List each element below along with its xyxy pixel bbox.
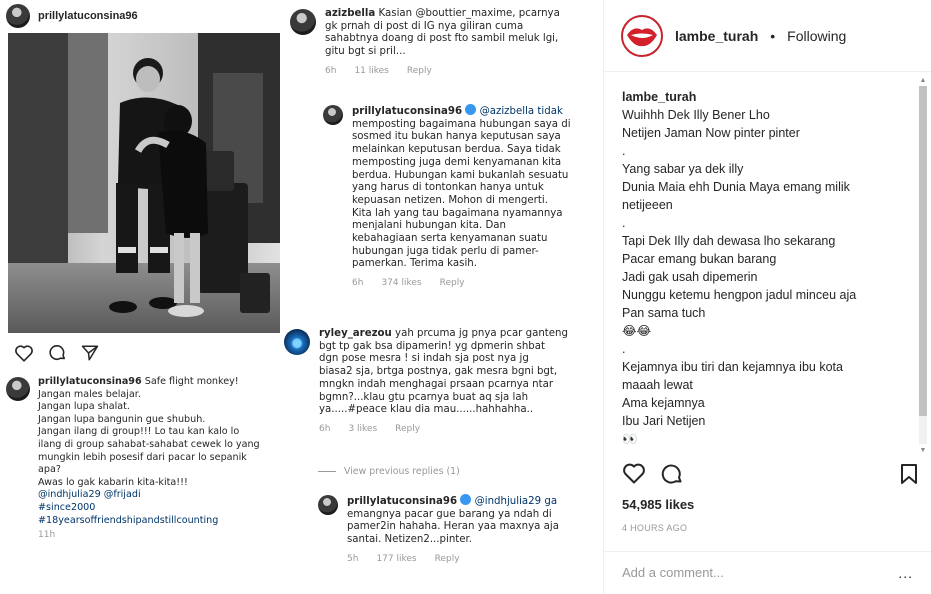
caption-text bbox=[38, 376, 260, 542]
comment-reply bbox=[323, 104, 571, 290]
photo-illustration bbox=[8, 33, 280, 333]
avatar bbox=[6, 377, 30, 401]
comment-likes[interactable]: 374 likes bbox=[381, 278, 422, 289]
comment-username[interactable]: prillylatuconsina96 bbox=[347, 496, 458, 507]
caption-line: Jadi gak usah dipemerin bbox=[622, 270, 758, 284]
comment-line: gk prnah di post di IG nya giliran cuma bbox=[325, 20, 524, 32]
caption-scroll-area[interactable] bbox=[604, 88, 914, 448]
comment-username[interactable]: azizbella bbox=[325, 8, 376, 19]
more-options-icon[interactable]: ... bbox=[898, 564, 913, 581]
avatar bbox=[318, 495, 338, 515]
post-panel bbox=[603, 0, 931, 594]
comment-line: yang harus di tontonkan hanya untuk bbox=[352, 182, 544, 194]
comment-line: melainkan keputusan berdua. Saya tidak bbox=[352, 144, 561, 156]
comment-time: 5h bbox=[347, 553, 359, 564]
avatar bbox=[6, 4, 30, 28]
verified-badge-icon bbox=[460, 494, 471, 505]
comment-line: dgn pose mesra ! si indah sja post nya jg bbox=[319, 353, 529, 365]
caption-line: . bbox=[622, 342, 626, 356]
comment-line: pamerkan. Terima kasih. bbox=[352, 258, 477, 270]
comment-line: kebahagiaan serta kenyamanan suatu bbox=[352, 233, 548, 245]
post-photo bbox=[8, 33, 280, 333]
caption-line: Ama kejamnya bbox=[622, 396, 705, 410]
comment-line: pamer2in hahaha. Heran yaa maxnya aja bbox=[347, 521, 559, 533]
caption-line: apa? bbox=[38, 464, 61, 476]
caption-line: Awas lo gak kabarin kita-kita!!! bbox=[38, 476, 188, 488]
comment-bubble-icon[interactable] bbox=[660, 462, 684, 491]
add-comment-input[interactable] bbox=[622, 565, 882, 580]
caption-line: Netijen Jaman Now pinter pinter bbox=[622, 126, 800, 140]
divider bbox=[318, 471, 336, 472]
comment-likes[interactable]: 177 likes bbox=[376, 553, 417, 564]
reply-button[interactable]: Reply bbox=[395, 423, 421, 434]
comment-line: Kita lah yang tau bagaimana nyamannya bbox=[352, 207, 563, 219]
view-previous-replies[interactable] bbox=[318, 466, 460, 477]
caption-line: Nunggu ketemu hengpon jadul minceu aja bbox=[622, 288, 857, 302]
caption-line: mungkin lebih posesif dari pacar lo sepanik bbox=[38, 451, 247, 463]
comment bbox=[284, 328, 568, 436]
caption-line: ilang di group sahabat-sahabat cewek lo yang bbox=[38, 438, 260, 450]
caption-line: Kejamnya ibu tiri dan kejamnya ibu kota bbox=[622, 360, 843, 374]
post-timestamp: 4 HOURS AGO bbox=[622, 523, 688, 533]
separator: • bbox=[770, 27, 776, 44]
comment-line: yah prcuma jg pnya pcar ganteng bbox=[395, 328, 568, 339]
comment-line: ya.....#peace klau dia mau......hahhahha.. bbox=[319, 404, 534, 416]
comment-icon[interactable] bbox=[48, 343, 67, 362]
post-image-actions bbox=[14, 343, 99, 362]
heart-icon[interactable] bbox=[14, 344, 34, 362]
comment-likes[interactable]: 11 likes bbox=[354, 65, 389, 76]
reply-button[interactable]: Reply bbox=[434, 553, 460, 564]
owner-avatar[interactable] bbox=[621, 15, 663, 57]
caption-line: Wuihhh Dek Illy Bener Lho bbox=[622, 108, 770, 122]
caption-line: 😂😂 bbox=[622, 324, 652, 338]
comment-username[interactable]: prillylatuconsina96 bbox=[352, 106, 463, 117]
share-icon[interactable] bbox=[81, 344, 99, 362]
comment-time: 6h bbox=[325, 65, 337, 76]
follow-status-button[interactable]: Following bbox=[787, 27, 847, 44]
comment-line: bgmn?...klau gtu pcarnya buat aq sja lah bbox=[319, 391, 529, 403]
caption-line: Tapi Dek Illy dah dewasa lho sekarang bbox=[622, 234, 836, 248]
verified-badge-icon bbox=[465, 104, 476, 115]
caption-line: maaah lewat bbox=[622, 378, 693, 392]
comment-line: @azizbella tidak bbox=[479, 106, 563, 117]
caption-line: Ibu Jari Netijen bbox=[622, 414, 706, 428]
post-image-caption bbox=[6, 376, 286, 542]
caption-line: Jangan lupa shalat. bbox=[38, 401, 130, 413]
owner-username[interactable]: lambe_turah bbox=[675, 27, 759, 44]
comment-line: hubungan juga tidak perlu di pamer- bbox=[352, 245, 539, 257]
comment-line: @indhjulia29 ga bbox=[474, 496, 558, 507]
comment-line: Kasian @bouttier_maxime, pcarnya bbox=[378, 8, 560, 19]
caption-scrollbar[interactable] bbox=[917, 74, 929, 456]
comment-time: 6h bbox=[352, 278, 364, 289]
add-comment-bar bbox=[604, 551, 931, 593]
caption-line: 👀 bbox=[622, 432, 638, 446]
comment-line: kepuasan netizen. Mohon di mengerti. bbox=[352, 194, 548, 206]
caption-author[interactable]: lambe_turah bbox=[622, 90, 697, 104]
comment-line: memposting juga demi kenyamanan kita bbox=[352, 156, 562, 168]
caption-line: Jangan ilang di group!!! Lo tau kan kalo lo bbox=[38, 426, 240, 438]
comment-line: bgt tp gak bsa dipamerin! yg dpmerin shbat bbox=[319, 340, 546, 352]
post-actions bbox=[622, 462, 918, 491]
comment-line: sahabtnya doang di post fto sambil meluk lgi, bbox=[325, 33, 559, 45]
comment-line: memposting bagaimana hubungan saya di bbox=[352, 118, 571, 130]
comment-line: berdua. Hubungan kami bukanlah sesuatu bbox=[352, 169, 569, 181]
caption-line: netijeeen bbox=[622, 198, 673, 212]
caption-hashtag[interactable]: #since2000 bbox=[38, 501, 96, 513]
comment-line: biasa2 sja, brtga postnya, gak mesra bgni bgt, bbox=[319, 366, 558, 378]
avatar bbox=[323, 105, 343, 125]
comment-likes[interactable]: 3 likes bbox=[348, 423, 378, 434]
view-previous-label: View previous replies (1) bbox=[344, 466, 460, 477]
caption-line: Jangan males belajar. bbox=[38, 388, 141, 400]
caption-line: Jangan lupa bangunin gue shubuh. bbox=[38, 413, 206, 425]
post-image-username: prillylatuconsina96 bbox=[38, 10, 138, 22]
scroll-down-arrow-icon[interactable]: ▼ bbox=[919, 446, 927, 454]
scroll-thumb[interactable] bbox=[919, 86, 927, 416]
lips-logo-icon bbox=[625, 23, 659, 49]
post-header bbox=[604, 0, 931, 72]
caption-username[interactable]: prillylatuconsina96 bbox=[38, 376, 142, 387]
caption-line: Dunia Maia ehh Dunia Maya emang milik bbox=[622, 180, 850, 194]
caption-line: Yang sabar ya dek illy bbox=[622, 162, 744, 176]
comment-time: 6h bbox=[319, 423, 331, 434]
avatar bbox=[284, 329, 310, 355]
reply-button[interactable]: Reply bbox=[406, 65, 432, 76]
comment-line: gitu bgt si pril... bbox=[325, 46, 406, 58]
like-count[interactable]: 54,985 likes bbox=[622, 497, 695, 512]
comment-username[interactable]: ryley_arezou bbox=[319, 328, 392, 339]
reply-button[interactable]: Reply bbox=[439, 278, 465, 289]
caption-hashtag[interactable]: #18yearsoffriendshipandstillcounting bbox=[38, 514, 219, 526]
scroll-up-arrow-icon[interactable]: ▲ bbox=[919, 76, 927, 84]
bookmark-icon[interactable] bbox=[900, 463, 918, 490]
caption-time: 11h bbox=[38, 530, 56, 541]
comment-line: santai. Netizen2...pinter. bbox=[347, 534, 473, 546]
caption-line: . bbox=[622, 144, 626, 158]
caption-line: Pacar emang bukan barang bbox=[622, 252, 777, 266]
post-image-header bbox=[6, 4, 138, 28]
comment-line: emangnya pacar gue barang ya ndah di bbox=[347, 508, 552, 520]
comment-line: sosmed itu bukan hanya keputusan saya bbox=[352, 131, 561, 143]
comment-reply bbox=[318, 494, 559, 566]
caption-line: . bbox=[622, 216, 626, 230]
comment-line: menjalani hubungan kita. Dan bbox=[352, 220, 507, 232]
caption-mentions[interactable]: @indhjulia29 @frijadi bbox=[38, 489, 141, 501]
like-heart-icon[interactable] bbox=[622, 462, 646, 491]
caption-line: Pan sama tuch bbox=[622, 306, 706, 320]
comment bbox=[290, 8, 560, 78]
comment-line: mngkn indah menghagai prsaan pcarnya ntar bbox=[319, 378, 554, 390]
avatar bbox=[290, 9, 316, 35]
caption-line: Safe flight monkey! bbox=[144, 376, 239, 387]
